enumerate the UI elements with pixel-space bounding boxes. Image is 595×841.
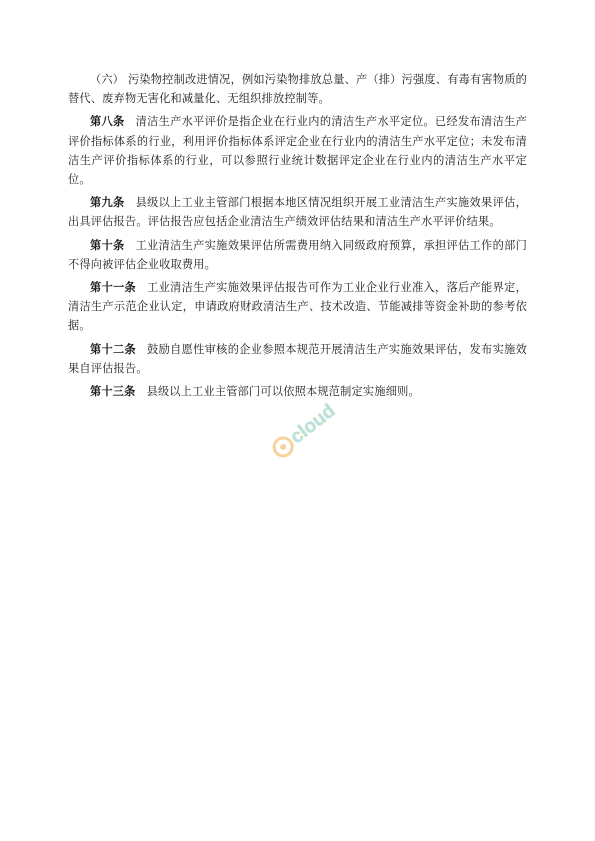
watermark-text: cloud — [286, 400, 340, 449]
paragraph-text: （六） 污染物控制改进情况，例如污染物排放总量、产（排）污强度、有毒有害物质的替代、废弃物无害化和减量化、无组织排放控制等。 — [68, 73, 527, 106]
article-8 — [68, 112, 527, 189]
article-number: 第十三条 — [90, 384, 136, 399]
article-text: 鼓励自愿性审核的企业参照本规范开展清洁生产实施效果评估，发布实施效果自评估报告。 — [68, 342, 527, 375]
article-11 — [68, 278, 527, 336]
article-10 — [68, 236, 527, 274]
article-9 — [68, 193, 527, 231]
article-text: 工业清洁生产实施效果评估报告可作为工业企业行业准入，落后产能界定，清洁生产示范企业认定，申请政府财政清洁生产、技术改造、节能减排等资金补助的参考依据。 — [68, 281, 527, 333]
article-12 — [68, 340, 527, 378]
article-text: 工业清洁生产实施效果评估所需费用纳入同级政府预算，承担评估工作的部门不得向被评估企业收取费用。 — [68, 238, 527, 271]
document-body — [68, 70, 527, 405]
cloud-watermark-logo — [262, 392, 352, 462]
watermark-dot-icon — [279, 443, 287, 451]
article-number: 第十二条 — [90, 341, 137, 356]
article-number: 第十条 — [90, 237, 125, 252]
paragraph-pollution-control — [68, 70, 527, 108]
article-number: 第八条 — [90, 114, 125, 129]
article-text: 县级以上工业主管部门可以依照本规范制定实施细则。 — [146, 385, 420, 399]
article-text: 县级以上工业主管部门根据本地区情况组织开展工业清洁生产实施效果评估，出具评估报告。评估报告应包括企业清洁生产绩效评估结果和清洁生产水平评价结果。 — [68, 196, 527, 229]
article-number: 第十一条 — [90, 280, 137, 295]
article-text: 清洁生产水平评价是指企业在行业内的清洁生产水平定位。已经发布清洁生产评价指标体系的行业，利用评价指标体系评定企业在行业内的清洁生产水平定位；未发布清洁生产评价指标体系的行业，可以参照行业统计数据评定企业在行业内的清洁生产水平定位。 — [68, 115, 527, 187]
article-number: 第九条 — [90, 195, 125, 210]
